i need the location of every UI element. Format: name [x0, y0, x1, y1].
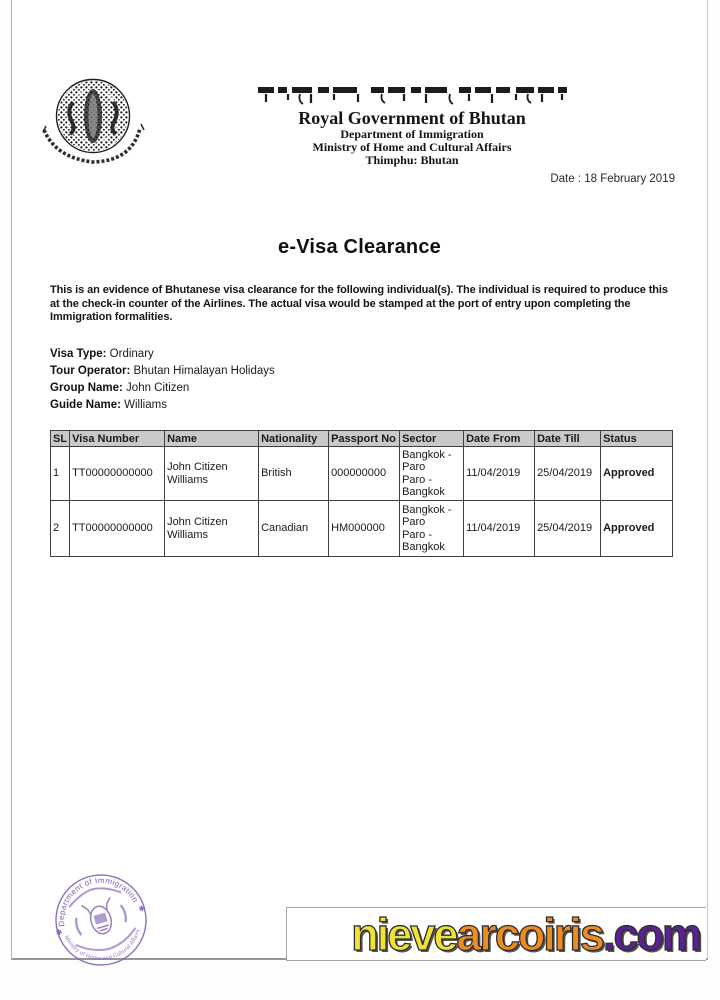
city-line: Thimphu: Bhutan	[365, 153, 459, 167]
watermark-text: nievearcoiris.com	[351, 908, 700, 960]
intro-paragraph: This is an evidence of Bhutanese visa clearance for the following individual(s). The individual is required to produce this at the check-in counter of the Airlines. The actual visa would be stamped at the port of entry upon completing the Immigration formalities.	[50, 284, 668, 323]
visa-summary-fields	[50, 346, 275, 414]
cell-visa-number: TT00000000000	[70, 447, 165, 501]
col-nationality: Nationality	[259, 431, 329, 447]
col-sector: Sector	[400, 431, 464, 447]
cell-date-till: 25/04/2019	[535, 501, 601, 557]
col-sl: SL	[51, 431, 70, 447]
col-passport-no: Passport No	[329, 431, 400, 447]
col-visa-number: Visa Number	[70, 431, 165, 447]
cell-nationality: Canadian	[259, 501, 329, 557]
stamp-top-text: Department of Immigration	[56, 875, 141, 927]
immigration-stamp-icon	[48, 871, 160, 967]
cell-status: Approved	[601, 501, 673, 557]
table-header-row	[51, 431, 673, 447]
col-date-from: Date From	[464, 431, 535, 447]
cell-sector: Bangkok - Paro Paro - Bangkok	[400, 447, 464, 501]
cell-passport-no: HM000000	[329, 501, 400, 557]
table-row	[51, 447, 673, 501]
government-name: Royal Government of Bhutan	[298, 108, 526, 128]
letterhead	[162, 108, 662, 167]
document-page	[11, 0, 708, 963]
cell-passport-no: 000000000	[329, 447, 400, 501]
field-tour-operator: Tour Operator: Bhutan Himalayan Holidays	[50, 365, 275, 377]
document-date: Date : 18 February 2019	[550, 173, 675, 185]
field-guide-name: Guide Name: Williams	[50, 399, 167, 411]
department-name: Department of Immigration	[340, 127, 484, 141]
cell-date-from: 11/04/2019	[464, 447, 535, 501]
col-date-till: Date Till	[535, 431, 601, 447]
visa-clearance-table	[50, 430, 673, 557]
dzongkha-script-text	[254, 84, 574, 108]
cell-date-till: 25/04/2019	[535, 447, 601, 501]
cell-date-from: 11/04/2019	[464, 501, 535, 557]
cell-sector: Bangkok - Paro Paro - Bangkok	[400, 501, 464, 557]
field-visa-type: Visa Type: Ordinary	[50, 348, 154, 360]
col-status: Status	[601, 431, 673, 447]
cell-name: John Citizen Williams	[165, 501, 259, 557]
watermark-banner	[286, 907, 706, 961]
cell-name: John Citizen Williams	[165, 447, 259, 501]
cell-nationality: British	[259, 447, 329, 501]
stamp-star-right: ✱	[137, 903, 147, 915]
stamp-bottom-text: Ministry of Home and Cultural Affairs	[62, 928, 142, 963]
field-group-name: Group Name: John Citizen	[50, 382, 190, 394]
stamp-star-left: ✱	[54, 927, 64, 938]
cell-status: Approved	[601, 447, 673, 501]
cell-sl: 1	[51, 447, 70, 501]
page-title: e-Visa Clearance	[278, 236, 441, 258]
cell-visa-number: TT00000000000	[70, 501, 165, 557]
table-row	[51, 501, 673, 557]
ministry-name: Ministry of Home and Cultural Affairs	[312, 140, 512, 154]
cell-sl: 2	[51, 501, 70, 557]
col-name: Name	[165, 431, 259, 447]
